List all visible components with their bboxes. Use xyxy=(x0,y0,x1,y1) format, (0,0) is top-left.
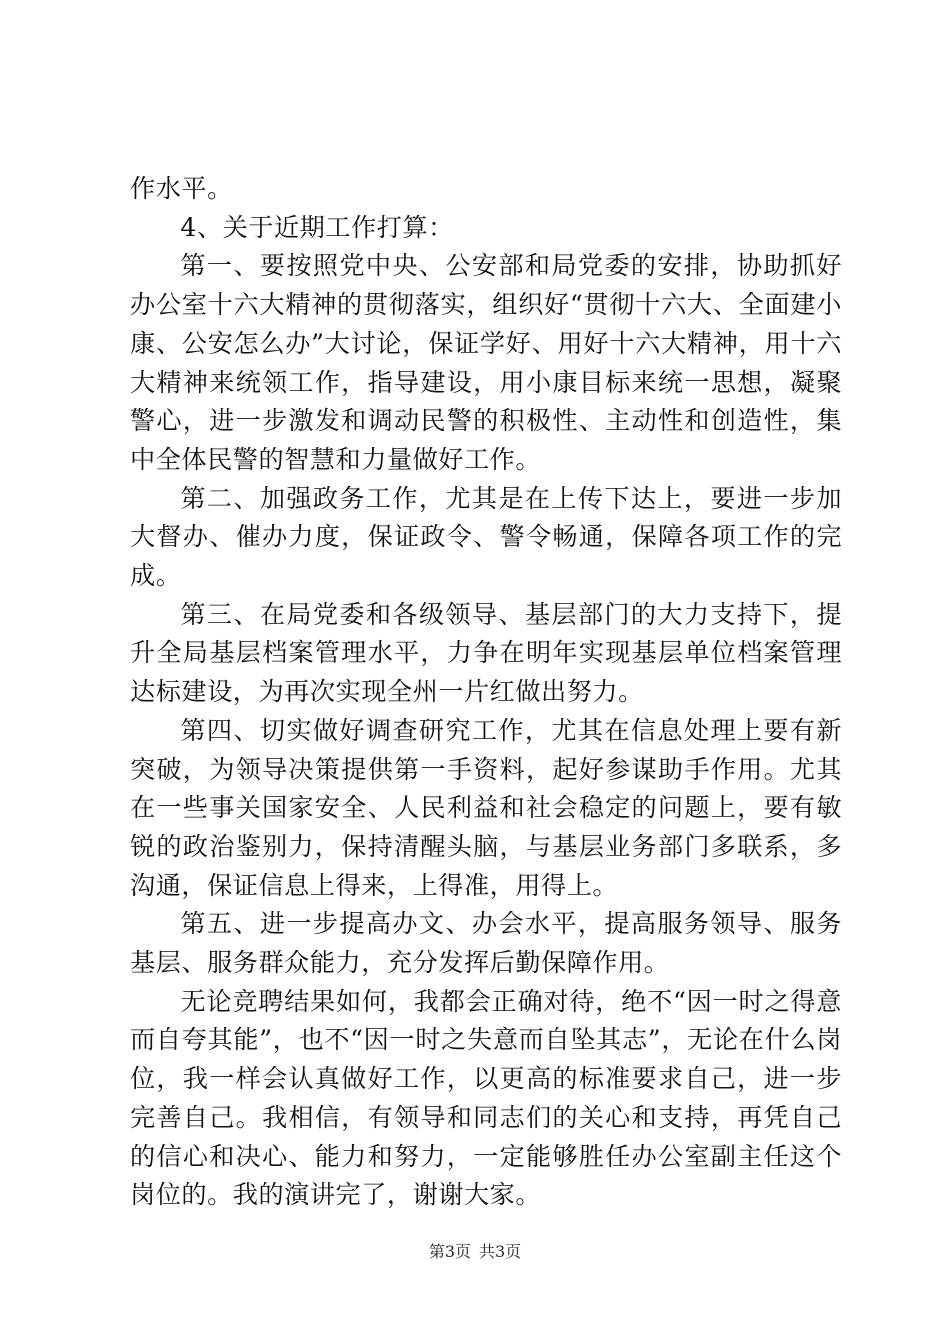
document-body xyxy=(130,170,842,1215)
paragraph-fifth: 第五、进一步提高办文、办会水平，提高服务领导、服务基层、服务群众能力，充分发挥后勤保障作用。 xyxy=(130,909,842,978)
paragraph-third: 第三、在局党委和各级领导、基层部门的大力支持下，提升全局基层档案管理水平，力争在明年实现基层单位档案管理达标建设，为再次实现全州一片红做出努力。 xyxy=(130,599,842,707)
page-footer xyxy=(0,1242,950,1262)
paragraph-first: 第一、要按照党中央、公安部和局党委的安排，协助抓好办公室十六大精神的贯彻落实，组织好“贯彻十六大、全面建小康、公安怎么办”大讨论，保证学好、用好十六大精神，用十六大精神来统领工作，指导建设，用小康目标来统一思想，凝聚警心，进一步激发和调动民警的积极性、主动性和创造性，集中全体民警的智慧和力量做好工作。 xyxy=(130,251,842,474)
paragraph-closing: 无论竞聘结果如何，我都会正确对待，绝不“因一时之得意而自夸其能”，也不“因一时之失意而自坠其志”，无论在什么岗位，我一样会认真做好工作，以更高的标准要求自己，进一步完善自己。我相信，有领导和同志们的关心和支持，再凭自己的信心和决心、能力和努力，一定能够胜任办公室副主任这个岗位的。我的演讲完了，谢谢大家。 xyxy=(130,986,842,1210)
paragraph-second: 第二、加强政务工作，尤其是在上传下达上，要进一步加大督办、催办力度，保证政令、警令畅通，保障各项工作的完成。 xyxy=(130,483,842,591)
page-number-current: 第3页 xyxy=(428,1242,471,1261)
paragraph-fourth: 第四、切实做好调查研究工作，尤其在信息处理上要有新突破，为领导决策提供第一手资料，起好参谋助手作用。尤其在一些事关国家安全、人民利益和社会稳定的问题上，要有敏锐的政治鉴别力，保持清醒头脑，与基层业务部门多联系，多沟通，保证信息上得来，上得准，用得上。 xyxy=(130,715,842,900)
paragraph-section-heading: 4、关于近期工作打算： xyxy=(180,212,454,242)
paragraph-continuation: 作水平。 xyxy=(130,174,233,203)
page-number-total: 共3页 xyxy=(479,1242,522,1261)
